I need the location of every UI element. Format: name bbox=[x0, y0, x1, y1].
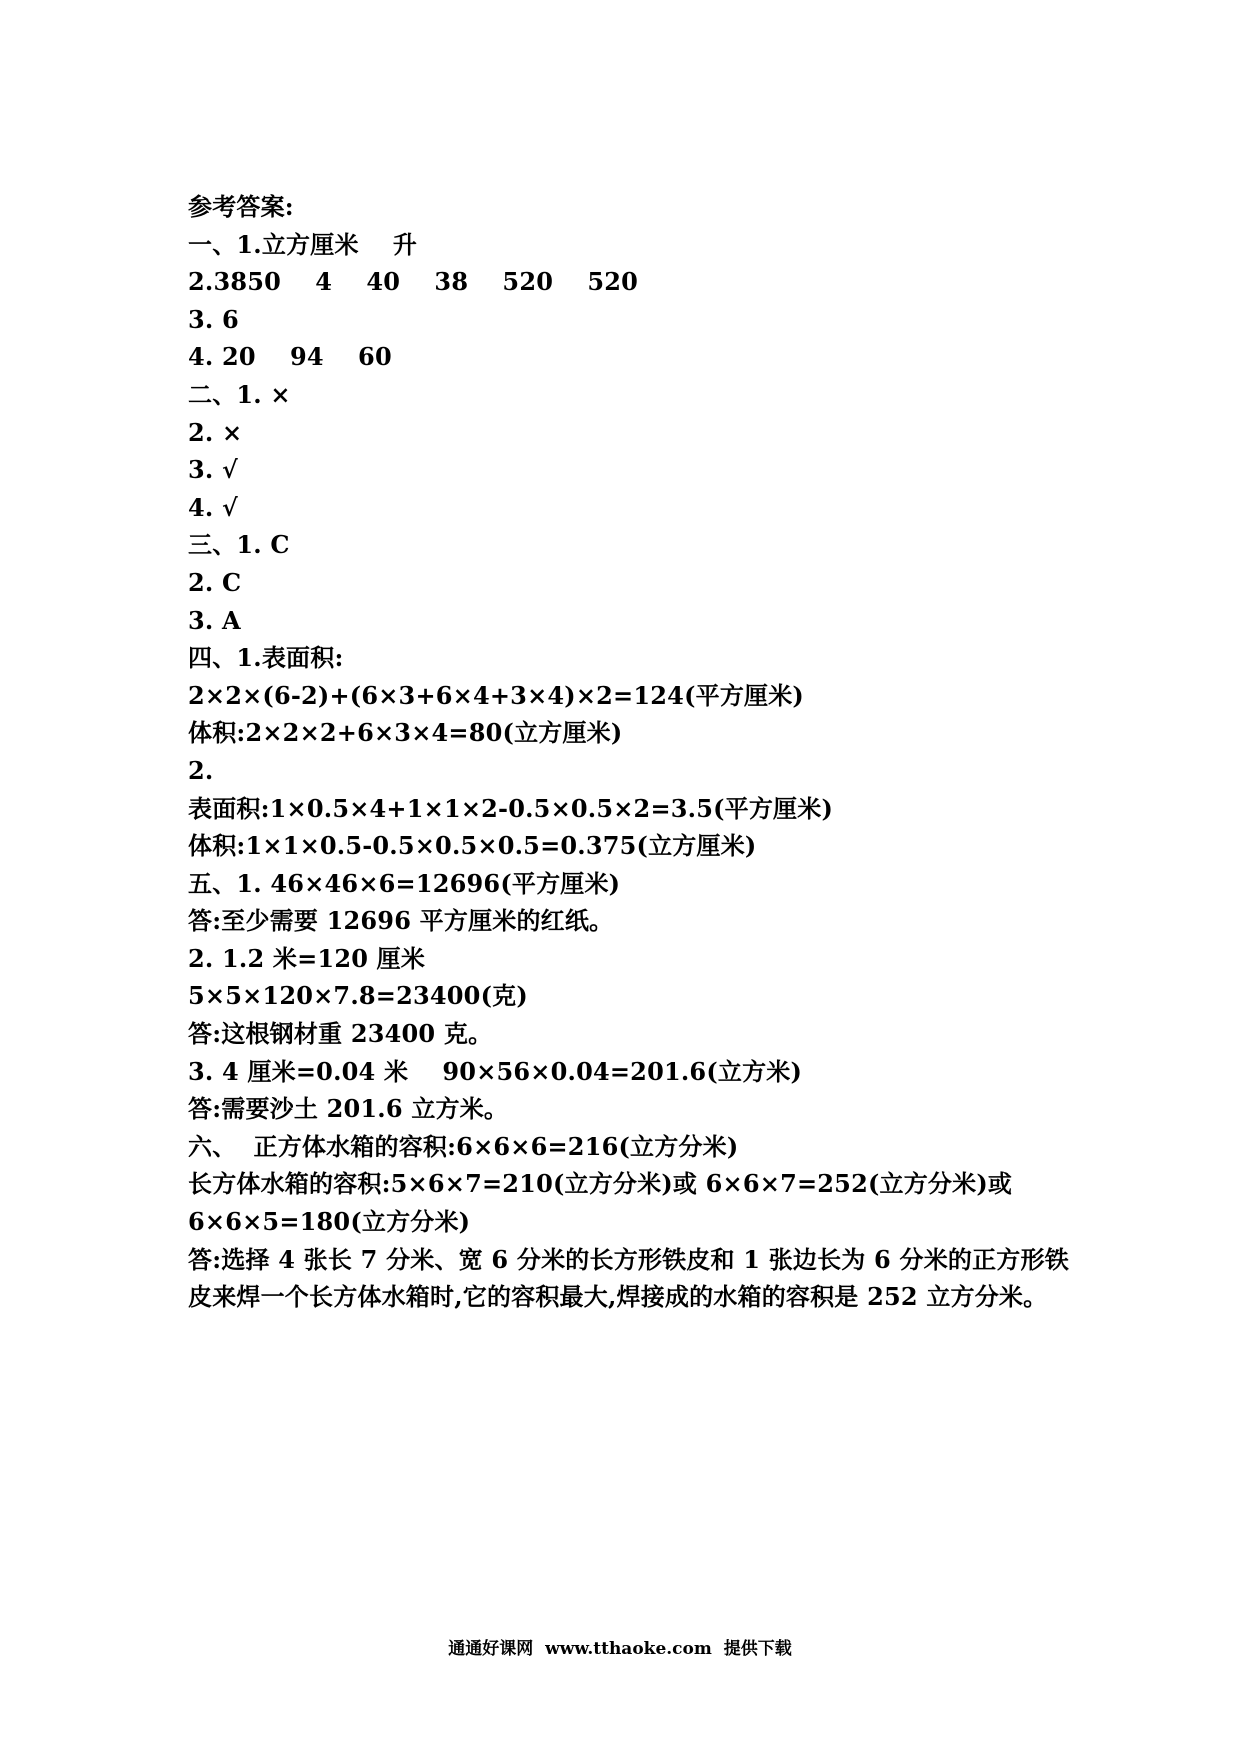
section-5-q3-answer: 答:需要沙土 201.6 立方米。 bbox=[188, 1094, 509, 1124]
section-1-q3: 3. 6 bbox=[188, 304, 239, 334]
section-5-q2-convert: 2. 1.2 米=120 厘米 bbox=[188, 943, 426, 973]
section-4-q2-area: 表面积:1×0.5×4+1×1×2-0.5×0.5×2=3.5(平方厘米) bbox=[188, 793, 834, 823]
section-6-answer-line-2: 皮来焊一个长方体水箱时,它的容积最大,焊接成的水箱的容积是 252 立方分米。 bbox=[188, 1282, 1048, 1312]
section-6-cuboid: 长方体水箱的容积:5×6×7=210(立方分米)或 6×6×7=252(立方分米)或 bbox=[188, 1169, 1013, 1199]
section-2-q1: 二、1. × bbox=[188, 379, 291, 409]
answer-heading: 参考答案: bbox=[188, 192, 294, 221]
section-5-q2-calc: 5×5×120×7.8=23400(克) bbox=[188, 981, 528, 1011]
section-5-q3-calc: 3. 4 厘米=0.04 米 90×56×0.04=201.6(立方米) bbox=[188, 1056, 803, 1086]
section-3-q2: 2. C bbox=[188, 567, 242, 597]
section-2-q2: 2. × bbox=[188, 417, 243, 447]
section-6-cuboid-alt: 6×6×5=180(立方分米) bbox=[188, 1207, 471, 1237]
section-4-q2-volume: 体积:1×1×0.5-0.5×0.5×0.5=0.375(立方厘米) bbox=[188, 831, 757, 861]
section-3-q3: 3. A bbox=[188, 605, 241, 635]
section-2-q3: 3. √ bbox=[188, 455, 238, 485]
section-5-q1-answer: 答:至少需要 12696 平方厘米的红纸。 bbox=[188, 906, 614, 936]
section-1-q1: 一、1.立方厘米 升 bbox=[188, 229, 418, 259]
section-4-q1-volume: 体积:2×2×2+6×3×4=80(立方厘米) bbox=[188, 718, 623, 748]
section-3-q1: 三、1. C bbox=[188, 530, 290, 560]
section-4-q2-heading: 2. bbox=[188, 755, 214, 785]
section-6-answer-line-1: 答:选择 4 张长 7 分米、宽 6 分米的长方形铁皮和 1 张边长为 6 分米的正方形铁 bbox=[188, 1244, 1069, 1274]
section-6-cube: 六、 正方体水箱的容积:6×6×6=216(立方分米) bbox=[188, 1131, 739, 1161]
section-5-q1-calc: 五、1. 46×46×6=12696(平方厘米) bbox=[188, 868, 621, 898]
section-2-q4: 4. √ bbox=[188, 492, 238, 522]
section-1-q2: 2.3850 4 40 38 520 520 bbox=[188, 267, 639, 297]
section-4-q1-area: 2×2×(6-2)+(6×3+6×4+3×4)×2=124(平方厘米) bbox=[188, 680, 804, 710]
section-5-q2-answer: 答:这根钢材重 23400 克。 bbox=[188, 1019, 493, 1049]
section-4-q1-heading: 四、1.表面积: bbox=[188, 643, 344, 673]
section-1-q4: 4. 20 94 60 bbox=[188, 342, 392, 372]
page-footer: 通通好课网 www.tthaoke.com 提供下载 bbox=[448, 1639, 792, 1659]
answer-key bbox=[188, 188, 1088, 1316]
